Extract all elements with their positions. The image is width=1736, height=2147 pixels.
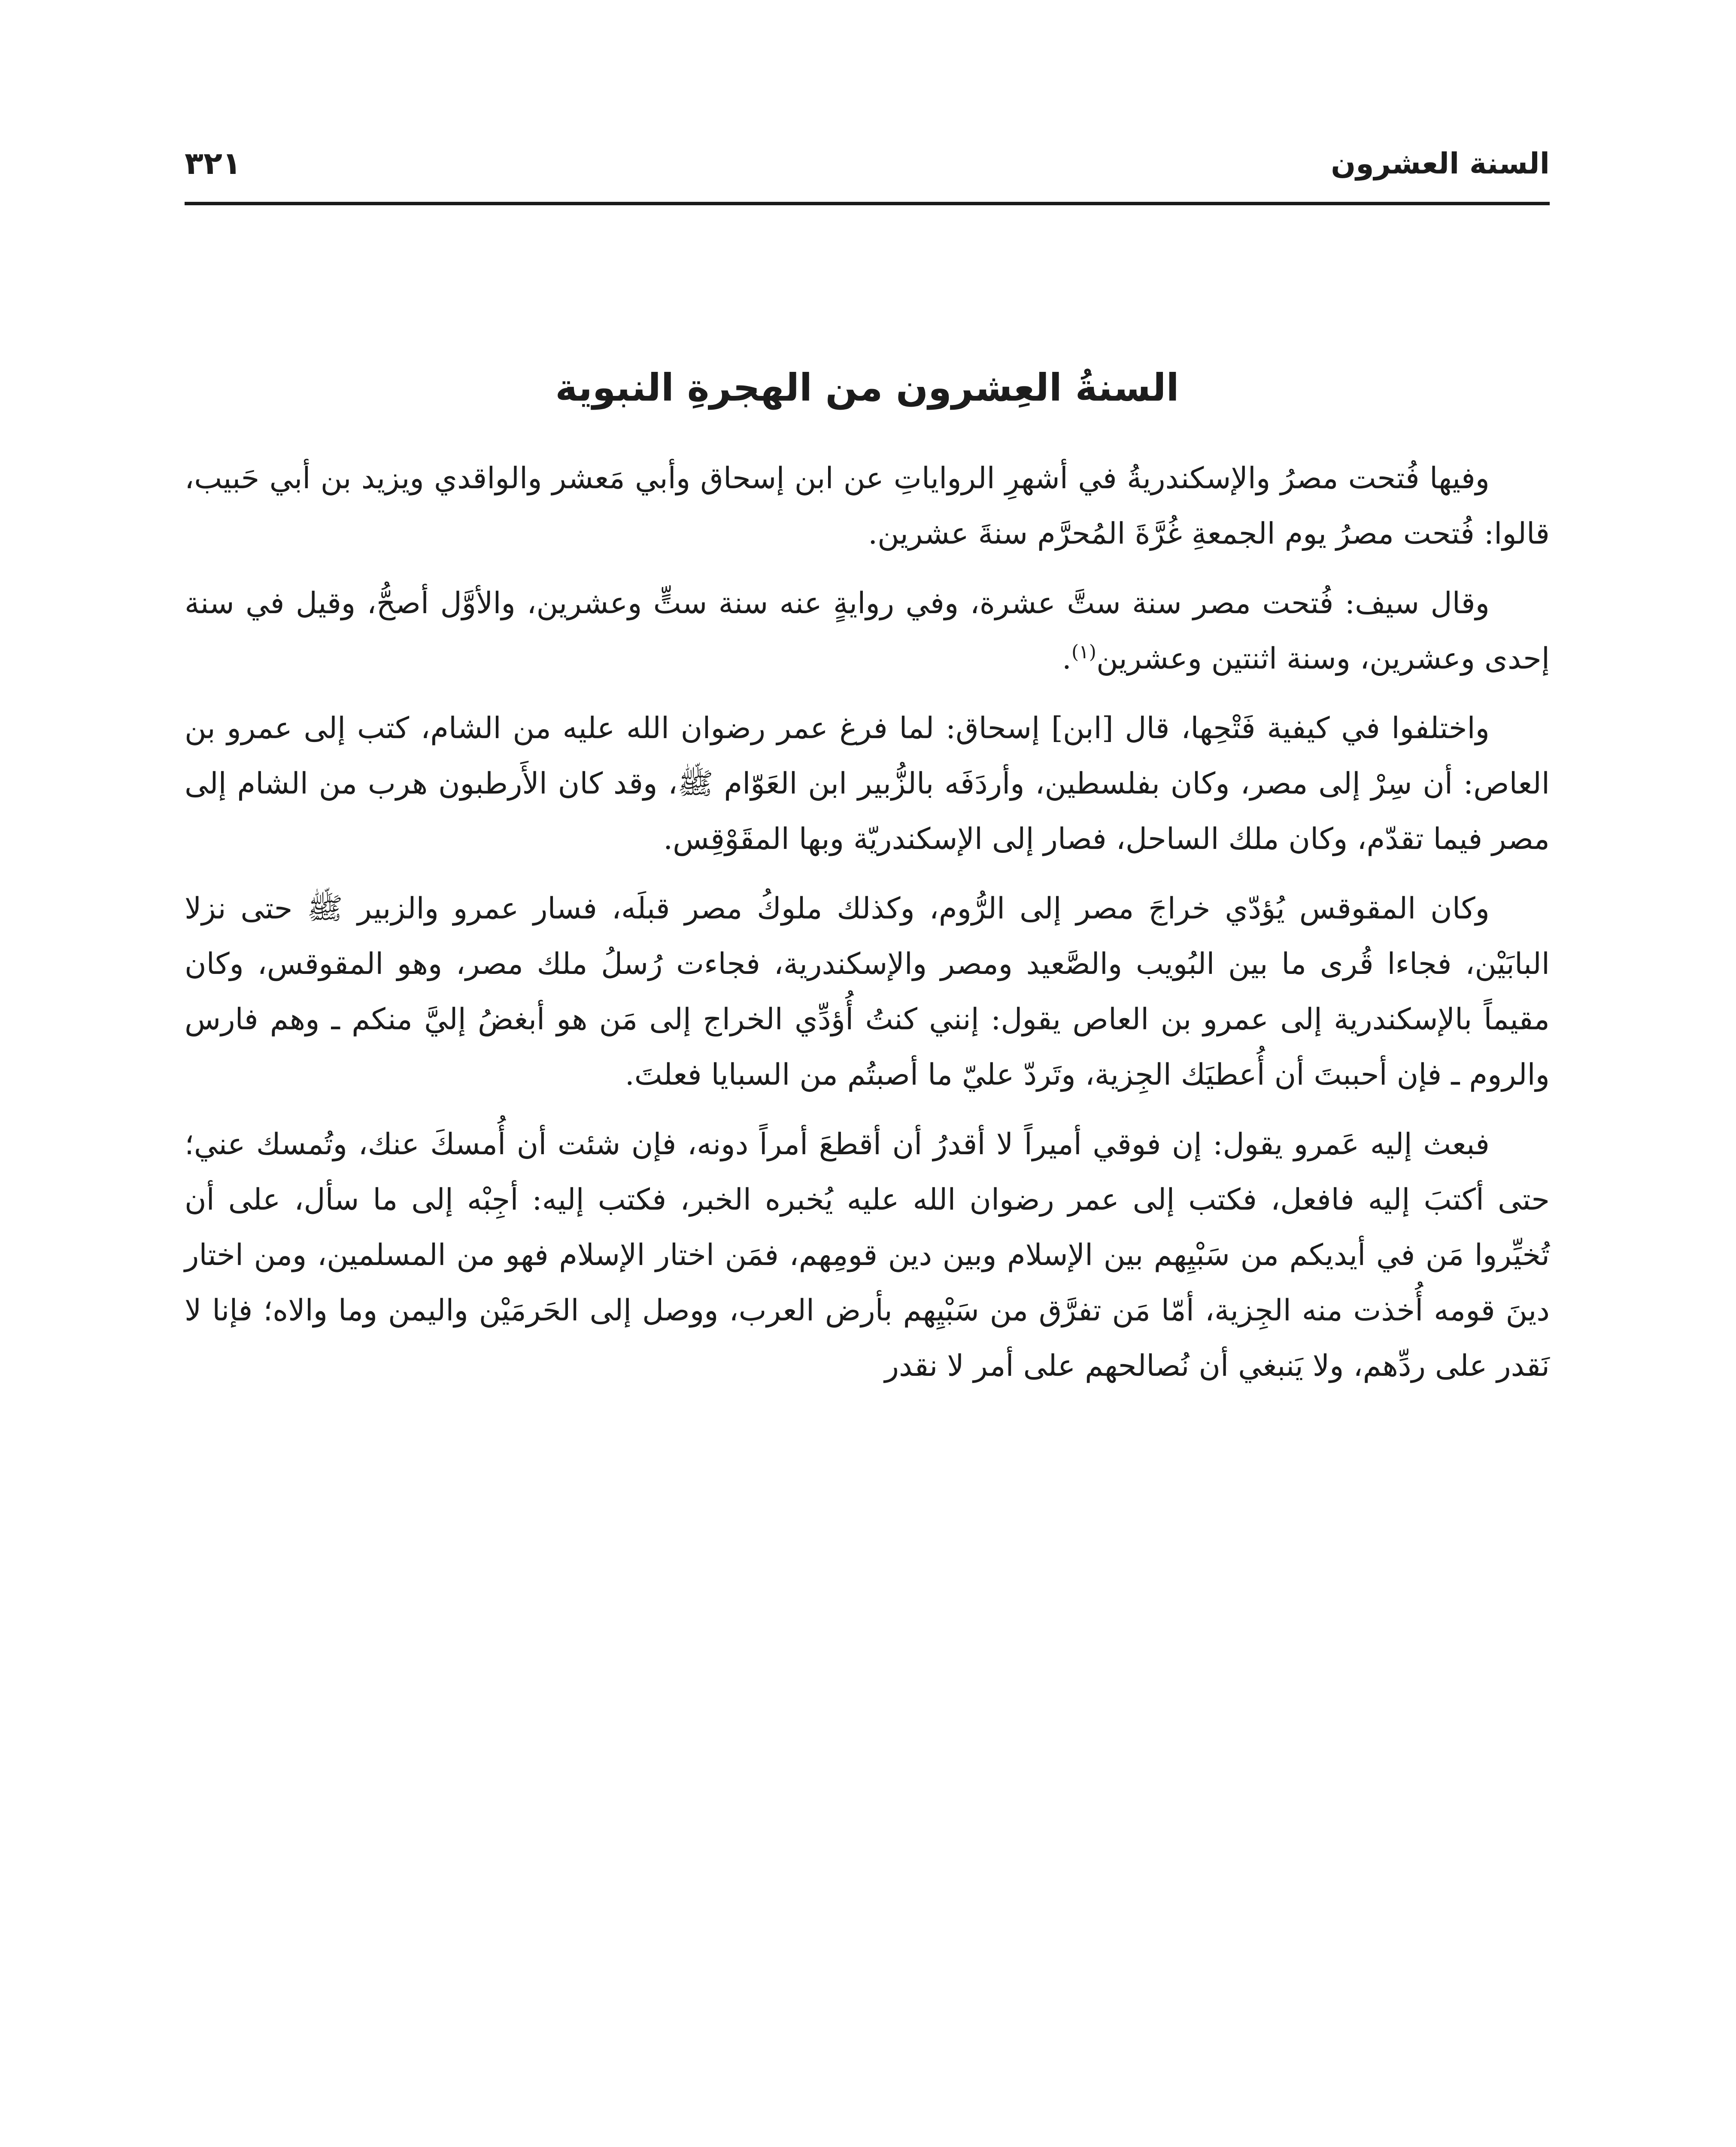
paragraph-4: وكان المقوقس يُؤدّي خراجَ مصر إلى الرُّوم، وكذلك ملوكُ مصر قبلَه، فسار عمرو والزبير ﷺ حتى نزلا البابَيْن، فجاءا قُرى ما بين البُويب والصَّعيد ومصر والإسكندرية، فجاءت رُسلُ ملك مصر، وهو المقوقس، وكان مقيماً بالإسكندرية إلى عمرو بن العاص يقول: إنني كنتُ أُؤدِّي الخراج إلى مَن هو أبغضُ إليَّ منكم ـ وهم فارس والروم ـ فإن أحببتَ أن أُعطيَك الجِزية، وتَردّ عليّ ما أصبتُم من السبايا فعلتَ.: [185, 891, 1550, 1092]
chapter-title: السنةُ العِشرون من الهجرةِ النبوية: [555, 365, 1179, 410]
running-header: [185, 129, 1550, 185]
header-rule: [185, 202, 1550, 205]
paragraph-1: وفيها فُتحت مصرُ والإسكندريةُ في أشهرِ الرواياتِ عن ابن إسحاق وأبي مَعشر والواقدي ويزيد بن أبي حَبيب، قالوا: فُتحت مصرُ يوم الجمعةِ غُرَّةَ المُحرَّم سنةَ عشرين.: [185, 461, 1550, 551]
running-title: السنة العشرون: [1331, 147, 1550, 181]
paragraph-2-text: وقال سيف: فُتحت مصر سنة ستَّ عشرة، وفي روايةٍ عنه سنة ستٍّ وعشرين، والأوَّل أصحُّ، وقيل في سنة إحدى وعشرين، وسنة اثنتين وعشرين: [185, 586, 1550, 676]
paragraph-5: فبعث إليه عَمرو يقول: إن فوقي أميراً لا أقدرُ أن أقطعَ أمراً دونه، فإن شئت أن أُمسكَ عنك، وتُمسك عني؛ حتى أكتبَ إليه فافعل، فكتب إلى عمر رضوان الله عليه يُخبره الخبر، فكتب إليه: أجِبْه إلى ما سأل، على أن تُخيِّروا مَن في أيديكم من سَبْيِهم بين الإسلام وبين دين قومِهم، فمَن اختار الإسلام فهو من المسلمين، ومن اختار دينَ قومه أُخذت منه الجِزية، أمّا مَن تفرَّق من سَبْيِهم بأرض العرب، ووصل إلى الحَرمَيْن واليمن وما والاه؛ فإنا لا نَقدر على ردِّهم، ولا يَنبغي أن نُصالحهم على أمر لا نقدر: [185, 1127, 1550, 1383]
paragraph-3: واختلفوا في كيفية فَتْحِها، قال [ابن] إسحاق: لما فرغ عمر رضوان الله عليه من الشام، كتب إلى عمرو بن العاص: أن سِرْ إلى مصر، وكان بفلسطين، وأردَفَه بالزُّبير ابن العَوّام ﷺ، وقد كان الأَرطبون هرب من الشام إلى مصر فيما تقدّم، وكان ملك الساحل، فصار إلى الإسكندريّة وبها المقَوْقِس.: [185, 711, 1550, 856]
page-number: ٣٢١: [185, 145, 241, 181]
paragraph-2-end: .: [1062, 642, 1071, 676]
footnote-reference: (١): [1071, 641, 1096, 663]
body-text: [185, 451, 1550, 1408]
paragraph-2: [185, 576, 1550, 687]
